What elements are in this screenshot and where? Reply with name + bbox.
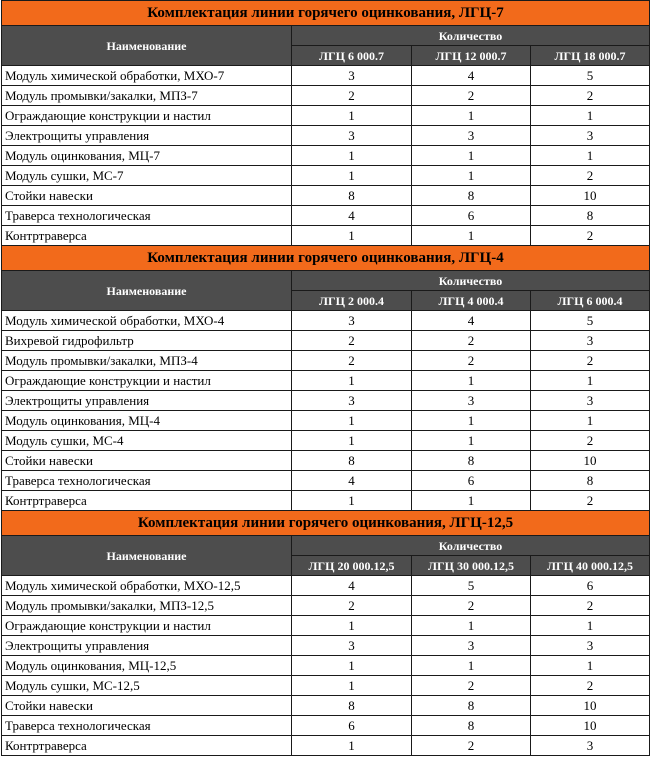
table-row	[2, 596, 650, 616]
item-name-cell: Модуль химической обработки, МХО-12,5	[2, 576, 292, 596]
item-name-cell: Контртраверса	[2, 226, 292, 246]
item-name-cell: Модуль оцинкования, МЦ-12,5	[2, 656, 292, 676]
quantity-cell: 3	[292, 66, 412, 86]
quantity-cell: 1	[412, 431, 531, 451]
quantity-cell: 3	[292, 126, 412, 146]
quantity-cell: 4	[292, 206, 412, 226]
quantity-cell: 2	[412, 676, 531, 696]
quantity-cell: 2	[531, 351, 650, 371]
quantity-cell: 3	[292, 311, 412, 331]
model-column-header: ЛГЦ 18 000.7	[531, 46, 650, 66]
item-name-cell: Стойки навески	[2, 186, 292, 206]
quantity-cell: 1	[292, 736, 412, 756]
quantity-cell: 4	[412, 311, 531, 331]
quantity-cell: 4	[412, 66, 531, 86]
quantity-cell: 1	[531, 656, 650, 676]
quantity-cell: 1	[412, 106, 531, 126]
table-row	[2, 106, 650, 126]
quantity-cell: 2	[412, 351, 531, 371]
item-name-cell: Контртраверса	[2, 491, 292, 511]
header-row	[2, 536, 650, 556]
quantity-cell: 1	[292, 676, 412, 696]
quantity-cell: 2	[531, 86, 650, 106]
quantity-cell: 1	[412, 491, 531, 511]
quantity-cell: 3	[531, 736, 650, 756]
model-column-header: ЛГЦ 6 000.7	[292, 46, 412, 66]
quantity-cell: 2	[412, 331, 531, 351]
quantity-cell: 3	[292, 391, 412, 411]
name-column-header: Наименование	[2, 271, 292, 311]
item-name-cell: Модуль промывки/закалки, МПЗ-7	[2, 86, 292, 106]
table-row	[2, 126, 650, 146]
table-row	[2, 491, 650, 511]
header-row	[2, 271, 650, 291]
quantity-cell: 2	[292, 596, 412, 616]
table-row	[2, 636, 650, 656]
section-title-row	[2, 511, 650, 536]
table-row	[2, 371, 650, 391]
name-column-header: Наименование	[2, 26, 292, 66]
quantity-cell: 8	[412, 451, 531, 471]
item-name-cell: Ограждающие конструкции и настил	[2, 371, 292, 391]
table-row	[2, 166, 650, 186]
item-name-cell: Модуль химической обработки, МХО-4	[2, 311, 292, 331]
table-row	[2, 656, 650, 676]
model-column-header: ЛГЦ 30 000.12,5	[412, 556, 531, 576]
quantity-column-header: Количество	[292, 26, 650, 46]
quantity-cell: 4	[292, 576, 412, 596]
table-row	[2, 676, 650, 696]
quantity-cell: 8	[292, 451, 412, 471]
quantity-cell: 6	[531, 576, 650, 596]
quantity-cell: 1	[412, 166, 531, 186]
table-row	[2, 391, 650, 411]
quantity-cell: 1	[531, 616, 650, 636]
quantity-cell: 1	[292, 226, 412, 246]
table-row	[2, 576, 650, 596]
quantity-cell: 1	[292, 106, 412, 126]
quantity-cell: 3	[412, 126, 531, 146]
name-column-header: Наименование	[2, 536, 292, 576]
item-name-cell: Модуль сушки, МС-7	[2, 166, 292, 186]
section-title-row	[2, 246, 650, 271]
quantity-cell: 5	[412, 576, 531, 596]
quantity-cell: 2	[531, 226, 650, 246]
item-name-cell: Модуль промывки/закалки, МПЗ-4	[2, 351, 292, 371]
item-name-cell: Траверса технологическая	[2, 716, 292, 736]
section-title: Комплектация линии горячего оцинкования, ЛГЦ-12,5	[2, 511, 650, 536]
item-name-cell: Стойки навески	[2, 451, 292, 471]
table-row	[2, 411, 650, 431]
item-name-cell: Модуль оцинкования, МЦ-7	[2, 146, 292, 166]
quantity-cell: 1	[292, 431, 412, 451]
quantity-cell: 2	[412, 736, 531, 756]
model-column-header: ЛГЦ 40 000.12,5	[531, 556, 650, 576]
item-name-cell: Вихревой гидрофильтр	[2, 331, 292, 351]
quantity-cell: 6	[412, 206, 531, 226]
item-name-cell: Модуль сушки, МС-12,5	[2, 676, 292, 696]
quantity-cell: 3	[412, 391, 531, 411]
section-title: Комплектация линии горячего оцинкования, ЛГЦ-4	[2, 246, 650, 271]
table-row	[2, 736, 650, 756]
table-row	[2, 186, 650, 206]
quantity-cell: 2	[531, 676, 650, 696]
quantity-cell: 3	[531, 126, 650, 146]
quantity-cell: 8	[412, 186, 531, 206]
quantity-cell: 1	[531, 371, 650, 391]
model-column-header: ЛГЦ 20 000.12,5	[292, 556, 412, 576]
item-name-cell: Электрощиты управления	[2, 391, 292, 411]
quantity-cell: 1	[412, 411, 531, 431]
quantity-cell: 3	[531, 391, 650, 411]
section-title: Комплектация линии горячего оцинкования, ЛГЦ-7	[2, 1, 650, 26]
item-name-cell: Стойки навески	[2, 696, 292, 716]
quantity-cell: 1	[412, 371, 531, 391]
item-name-cell: Электрощиты управления	[2, 126, 292, 146]
quantity-cell: 8	[292, 186, 412, 206]
table-row	[2, 146, 650, 166]
quantity-cell: 2	[531, 431, 650, 451]
item-name-cell: Модуль промывки/закалки, МПЗ-12,5	[2, 596, 292, 616]
table-row	[2, 311, 650, 331]
model-column-header: ЛГЦ 6 000.4	[531, 291, 650, 311]
quantity-cell: 1	[531, 106, 650, 126]
quantity-cell: 2	[292, 86, 412, 106]
quantity-cell: 8	[412, 696, 531, 716]
quantity-cell: 8	[531, 206, 650, 226]
quantity-cell: 2	[531, 596, 650, 616]
quantity-cell: 1	[531, 146, 650, 166]
table-row	[2, 66, 650, 86]
model-column-header: ЛГЦ 12 000.7	[412, 46, 531, 66]
quantity-cell: 3	[292, 636, 412, 656]
quantity-cell: 8	[412, 716, 531, 736]
quantity-cell: 1	[292, 166, 412, 186]
table-row	[2, 86, 650, 106]
quantity-cell: 10	[531, 716, 650, 736]
quantity-cell: 1	[292, 146, 412, 166]
quantity-cell: 2	[531, 491, 650, 511]
item-name-cell: Электрощиты управления	[2, 636, 292, 656]
table-row	[2, 471, 650, 491]
model-column-header: ЛГЦ 4 000.4	[412, 291, 531, 311]
quantity-cell: 6	[292, 716, 412, 736]
quantity-cell: 3	[531, 331, 650, 351]
quantity-cell: 2	[412, 86, 531, 106]
table-row	[2, 226, 650, 246]
quantity-cell: 2	[412, 596, 531, 616]
quantity-cell: 2	[531, 166, 650, 186]
item-name-cell: Контртраверса	[2, 736, 292, 756]
table-row	[2, 716, 650, 736]
quantity-cell: 6	[412, 471, 531, 491]
quantity-cell: 1	[531, 411, 650, 431]
item-name-cell: Траверса технологическая	[2, 471, 292, 491]
quantity-cell: 2	[292, 331, 412, 351]
quantity-cell: 3	[412, 636, 531, 656]
table-row	[2, 431, 650, 451]
table-row	[2, 206, 650, 226]
header-row	[2, 26, 650, 46]
quantity-cell: 1	[412, 616, 531, 636]
model-column-header: ЛГЦ 2 000.4	[292, 291, 412, 311]
quantity-cell: 1	[412, 656, 531, 676]
quantity-cell: 1	[292, 411, 412, 431]
table-row	[2, 331, 650, 351]
item-name-cell: Ограждающие конструкции и настил	[2, 106, 292, 126]
spec-tables	[1, 0, 649, 756]
quantity-column-header: Количество	[292, 536, 650, 556]
quantity-cell: 10	[531, 451, 650, 471]
quantity-cell: 1	[412, 226, 531, 246]
quantity-cell: 1	[412, 146, 531, 166]
quantity-cell: 1	[292, 491, 412, 511]
quantity-cell: 3	[531, 636, 650, 656]
quantity-cell: 5	[531, 311, 650, 331]
table-row	[2, 351, 650, 371]
item-name-cell: Модуль сушки, МС-4	[2, 431, 292, 451]
quantity-cell: 10	[531, 186, 650, 206]
quantity-cell: 2	[292, 351, 412, 371]
quantity-cell: 1	[292, 371, 412, 391]
item-name-cell: Траверса технологическая	[2, 206, 292, 226]
section-title-row	[2, 1, 650, 26]
quantity-cell: 8	[531, 471, 650, 491]
item-name-cell: Модуль химической обработки, МХО-7	[2, 66, 292, 86]
item-name-cell: Ограждающие конструкции и настил	[2, 616, 292, 636]
spec-table	[1, 0, 650, 756]
table-row	[2, 451, 650, 471]
quantity-cell: 4	[292, 471, 412, 491]
item-name-cell: Модуль оцинкования, МЦ-4	[2, 411, 292, 431]
quantity-cell: 1	[292, 616, 412, 636]
quantity-column-header: Количество	[292, 271, 650, 291]
table-row	[2, 696, 650, 716]
quantity-cell: 8	[292, 696, 412, 716]
quantity-cell: 10	[531, 696, 650, 716]
table-row	[2, 616, 650, 636]
quantity-cell: 1	[292, 656, 412, 676]
quantity-cell: 5	[531, 66, 650, 86]
